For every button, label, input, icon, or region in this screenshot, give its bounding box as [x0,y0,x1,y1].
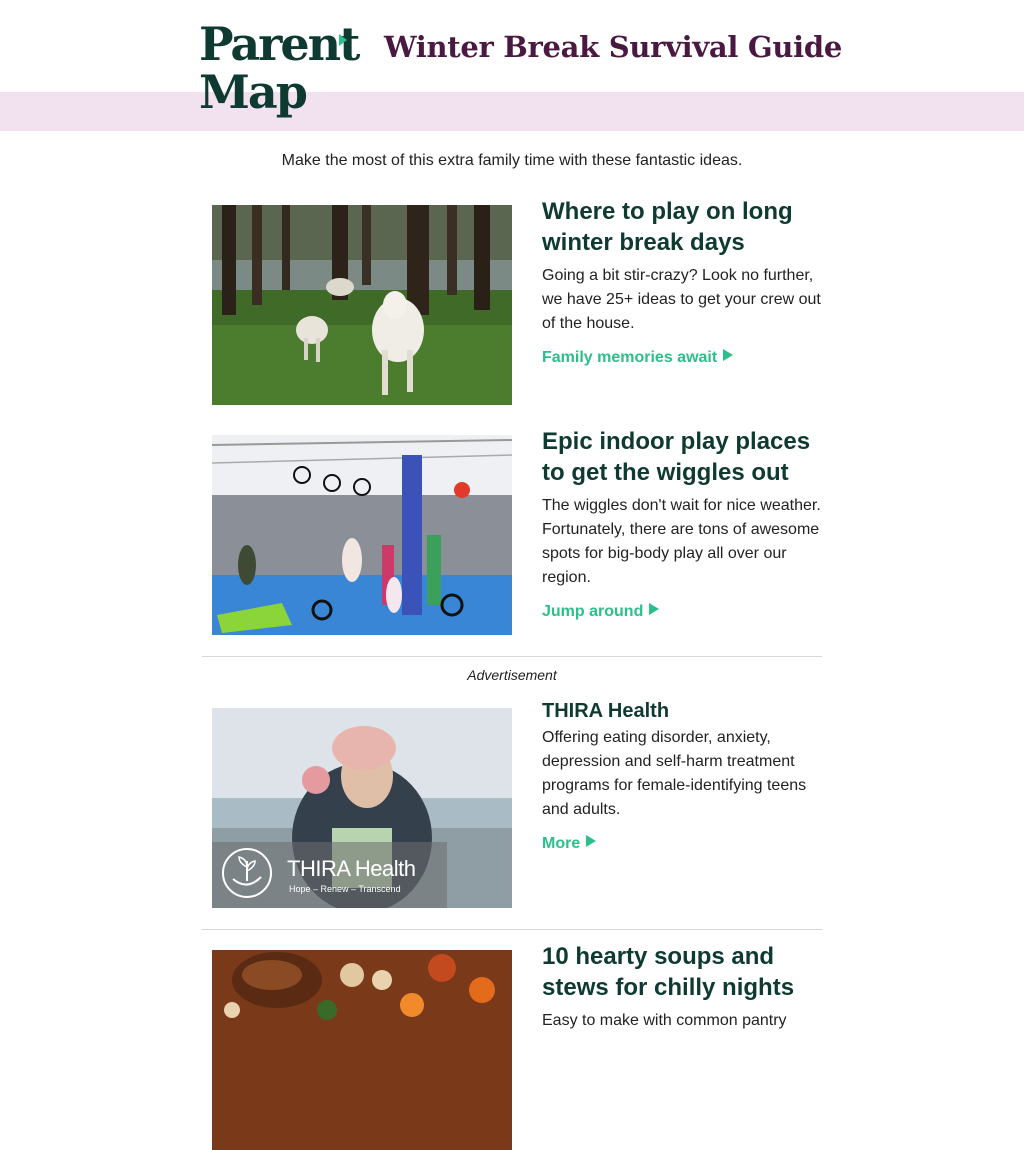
parentmap-logo[interactable] [199,16,359,126]
ad-summary: Offering eating disorder, anxiety, depression and self-harm treatment programs for female-identifying teens and adults. [542,729,807,818]
play-arrow-icon [586,835,596,847]
advertisement-label: Advertisement [467,667,557,683]
logo-line-parent: Parent [199,17,359,71]
divider [202,656,822,657]
ad-image-tagline: Hope – Renew – Transcend [289,884,401,894]
indoor-play-image[interactable] [212,435,512,635]
divider [202,929,822,930]
article-title[interactable]: 10 hearty soups and stews for chilly nights [542,943,795,1001]
ad-title[interactable]: THIRA Health [542,700,670,722]
article-summary: Going a bit stir-crazy? Look no further, we have 25+ ideas to get your crew out of the house. [542,267,821,332]
hand-plant-icon [221,847,273,899]
article-title[interactable]: Where to play on long winter break days [542,198,793,256]
stew-image[interactable] [212,950,512,1150]
logo-line-map: Map [199,65,306,119]
jump-around-link[interactable] [542,603,659,621]
ad-image-logo-text: THIRA Health [287,856,416,881]
play-arrow-icon [649,603,659,615]
cta-label: More [542,835,581,852]
intro-text: Make the most of this extra family time with these fantastic ideas. [281,152,743,169]
header-band [0,92,1024,131]
article-title[interactable]: Epic indoor play places to get the wiggles out [542,428,811,486]
play-arrow-icon [723,349,733,361]
article-summary: Easy to make with common pantry [542,1012,787,1029]
cta-label: Jump around [542,603,644,620]
article-summary: The wiggles don't wait for nice weather. Fortunately, there are tons of awesome spots for big-body play all over our region. [542,497,821,586]
mountain-goats-image[interactable] [212,205,512,405]
logo-play-icon [339,34,347,46]
family-memories-link[interactable] [542,349,733,367]
newsletter-title: Winter Break Survival Guide [384,30,843,64]
cta-label: Family memories await [542,349,718,366]
ad-more-link[interactable] [542,835,596,853]
thira-health-ad-image[interactable] [212,708,512,908]
